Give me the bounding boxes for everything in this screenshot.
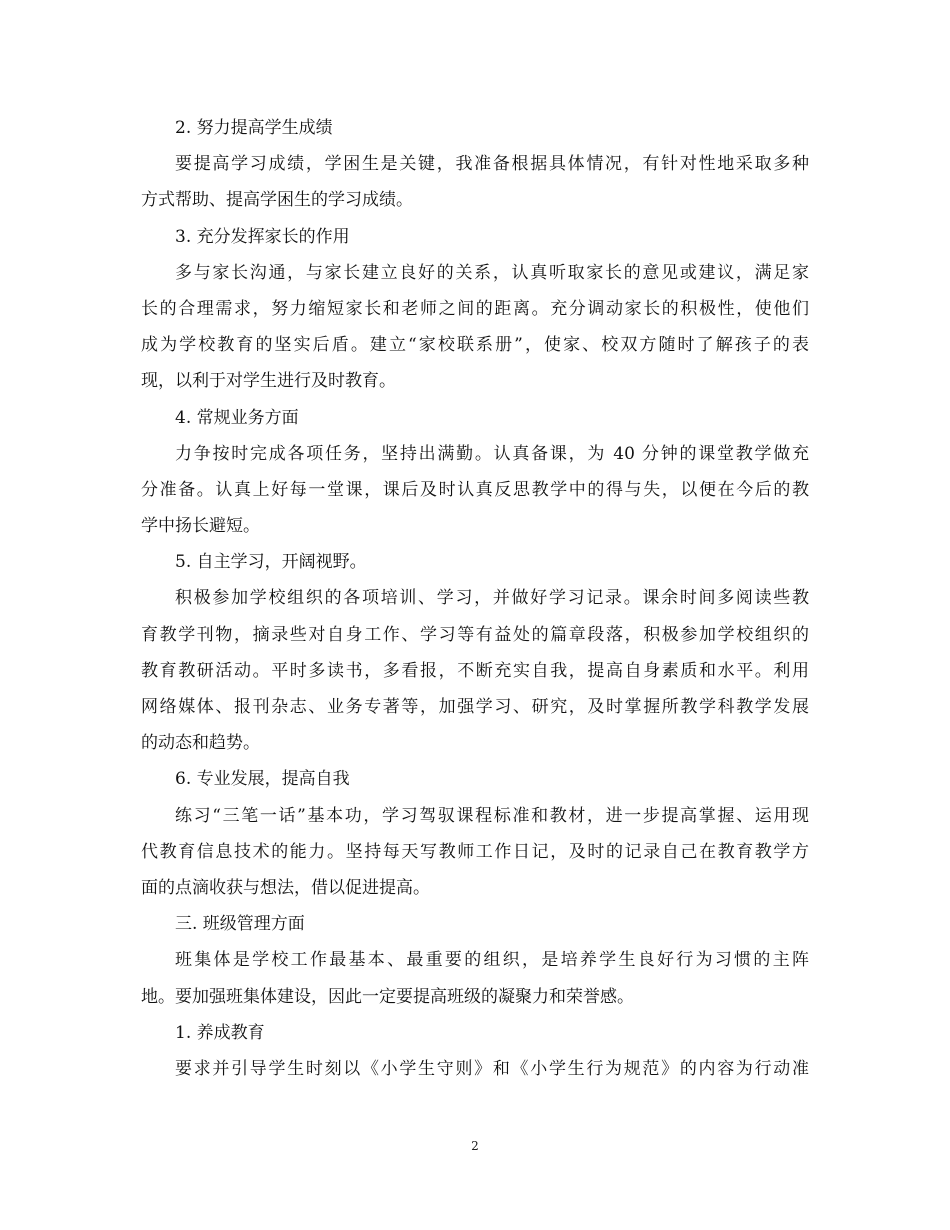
- heading-routine-work: 4. 常规业务方面: [175, 407, 299, 428]
- paragraph-line: 育教学刊物，摘录些对自身工作、学习等有益处的篇章段落，积极参加学校组织的: [141, 624, 809, 645]
- paragraph-line: 练习“三笔一话”基本功，学习驾驭课程标准和教材，进一步提高掌握、运用现: [175, 805, 809, 826]
- heading-improve-grades: 2. 努力提高学生成绩: [175, 118, 333, 138]
- paragraph-line: 地。要加强班集体建设，因此一定要提高班级的凝聚力和荣誉感。: [141, 986, 634, 1007]
- paragraph-line: 班集体是学校工作最基本、最重要的组织，是培养学生良好行为习惯的主阵: [175, 950, 809, 971]
- paragraph-line: 多与家长沟通，与家长建立良好的关系，认真听取家长的意见或建议，满足家: [175, 262, 809, 283]
- heading-class-management: 三. 班级管理方面: [175, 914, 305, 935]
- paragraph-line: 成为学校教育的坚实后盾。建立“家校联系册”，使家、校双方随时了解孩子的表: [141, 335, 809, 356]
- paragraph-line: 分准备。认真上好每一堂课，课后及时认真反思教学中的得与失，以便在今后的教: [141, 479, 809, 500]
- heading-self-study: 5. 自主学习，开阔视野。: [175, 552, 367, 573]
- heading-habit-education: 1. 养成教育: [175, 1022, 265, 1043]
- paragraph-line: 方式帮助、提高学困生的学习成绩。: [141, 190, 413, 211]
- paragraph-line: 现，以利于对学生进行及时教育。: [141, 371, 396, 392]
- paragraph-line: 的动态和趋势。: [141, 733, 260, 754]
- paragraph-line: 力争按时完成各项任务，坚持出满勤。认真备课，为 40 分钟的课堂教学做充: [175, 443, 809, 464]
- paragraph-line: 面的点滴收获与想法，借以促进提高。: [141, 877, 430, 898]
- paragraph-line: 代教育信息技术的能力。坚持每天写教师工作日记，及时的记录自己在教育教学方: [141, 841, 809, 862]
- heading-professional-development: 6. 专业发展，提高自我: [175, 769, 350, 790]
- document-body: [141, 110, 809, 1087]
- page-number: 2: [471, 1139, 479, 1153]
- paragraph-line: 要提高学习成绩，学困生是关键，我准备根据具体情况，有针对性地采取多种: [175, 154, 809, 175]
- heading-parents-role: 3. 充分发挥家长的作用: [175, 226, 350, 247]
- paragraph-line: 积极参加学校组织的各项培训、学习，并做好学习记录。课余时间多阅读些教: [175, 588, 809, 609]
- paragraph-line: 网络媒体、报刊杂志、业务专著等，加强学习、研究，及时掌握所教学科教学发展: [141, 697, 809, 717]
- paragraph-line: 学中扬长避短。: [141, 516, 260, 537]
- paragraph-line: 长的合理需求，努力缩短家长和老师之间的距离。充分调动家长的积极性，使他们: [141, 298, 809, 319]
- paragraph-line: 教育教研活动。平时多读书，多看报，不断充实自我，提高自身素质和水平。利用: [141, 660, 809, 681]
- paragraph-line: 要求并引导学生时刻以《小学生守则》和《小学生行为规范》的内容为行动准: [175, 1058, 809, 1079]
